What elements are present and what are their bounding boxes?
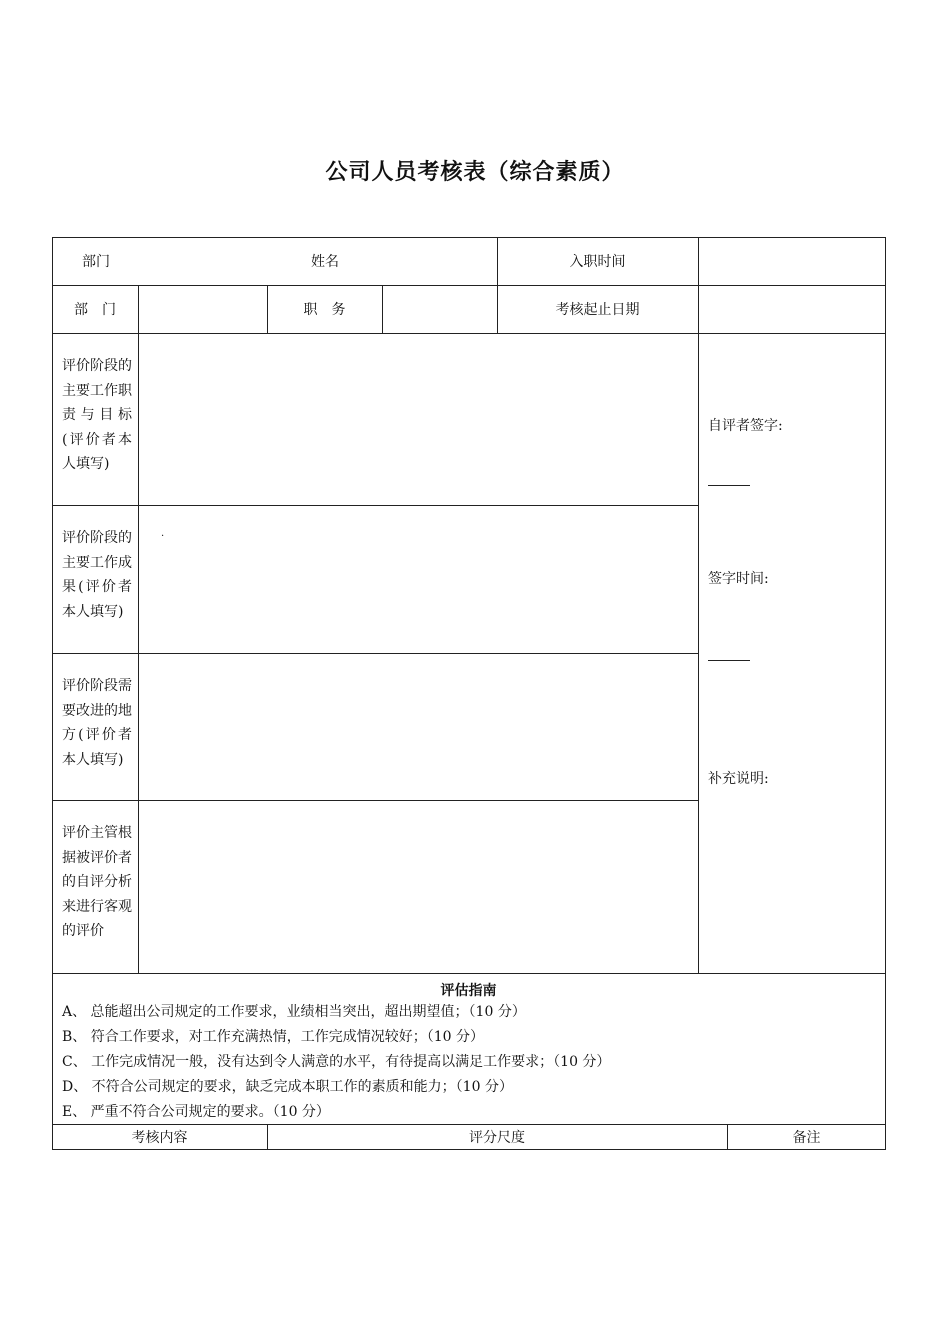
row-divider xyxy=(52,1124,886,1125)
supervisor-field[interactable] xyxy=(139,801,698,973)
position-field[interactable] xyxy=(383,286,497,333)
results-content: . xyxy=(161,528,165,539)
entry-date-field[interactable] xyxy=(699,238,885,285)
guide-item: E、 严重不符合公司规定的要求。（10 分） xyxy=(62,1104,330,1120)
section-label-results: 评价阶段的主要工作成果(评价者本人填写) xyxy=(62,530,132,620)
dept-field[interactable] xyxy=(139,286,267,333)
entry-date-label: 入职时间 xyxy=(569,254,626,270)
col-divider xyxy=(698,237,699,973)
review-period-field[interactable] xyxy=(699,286,885,333)
dept-label-2: 部 门 xyxy=(74,302,116,318)
page-title: 公司人员考核表（综合素质） xyxy=(325,159,625,185)
section-label-improvements: 评价阶段需要改进的地方(评价者本人填写) xyxy=(62,678,132,768)
scale-column-header: 评分尺度 xyxy=(469,1130,525,1146)
sign-time-line[interactable] xyxy=(708,660,750,661)
signature-line[interactable] xyxy=(708,485,750,486)
improvements-field[interactable] xyxy=(139,654,698,800)
duties-field[interactable] xyxy=(139,334,698,505)
dept-label: 部门 xyxy=(82,254,110,270)
sign-time-label: 签字时间: xyxy=(708,571,769,587)
guide-item: C、 工作完成情况一般，没有达到令人满意的水平，有待提高以满足工作要求；（10 分） xyxy=(62,1054,611,1070)
guide-item: B、 符合工作要求，对工作充满热情，工作完成情况较好；（10 分） xyxy=(62,1029,485,1045)
guide-title: 评估指南 xyxy=(440,983,497,999)
guide-item: D、 不符合公司规定的要求，缺乏完成本职工作的素质和能力；（10 分） xyxy=(62,1079,513,1095)
section-label-supervisor: 评价主管根据被评价者的自评分析来进行客观的评价 xyxy=(62,825,132,939)
remarks-column-header: 备注 xyxy=(792,1130,821,1146)
guide-item: A、 总能超出公司规定的工作要求，业绩相当突出，超出期望值；（10 分） xyxy=(62,1004,526,1020)
position-label: 职 务 xyxy=(303,302,346,318)
notes-label: 补充说明: xyxy=(708,771,769,787)
signature-label: 自评者签字: xyxy=(708,418,783,434)
section-label-duties: 评价阶段的主要工作职责与目标(评价者本人填写) xyxy=(62,358,132,472)
results-field[interactable] xyxy=(139,506,698,653)
row-divider xyxy=(52,973,886,974)
col-divider xyxy=(497,237,498,333)
name-label: 姓名 xyxy=(311,254,339,270)
content-column-header: 考核内容 xyxy=(131,1130,188,1146)
review-period-label: 考核起止日期 xyxy=(555,302,640,318)
